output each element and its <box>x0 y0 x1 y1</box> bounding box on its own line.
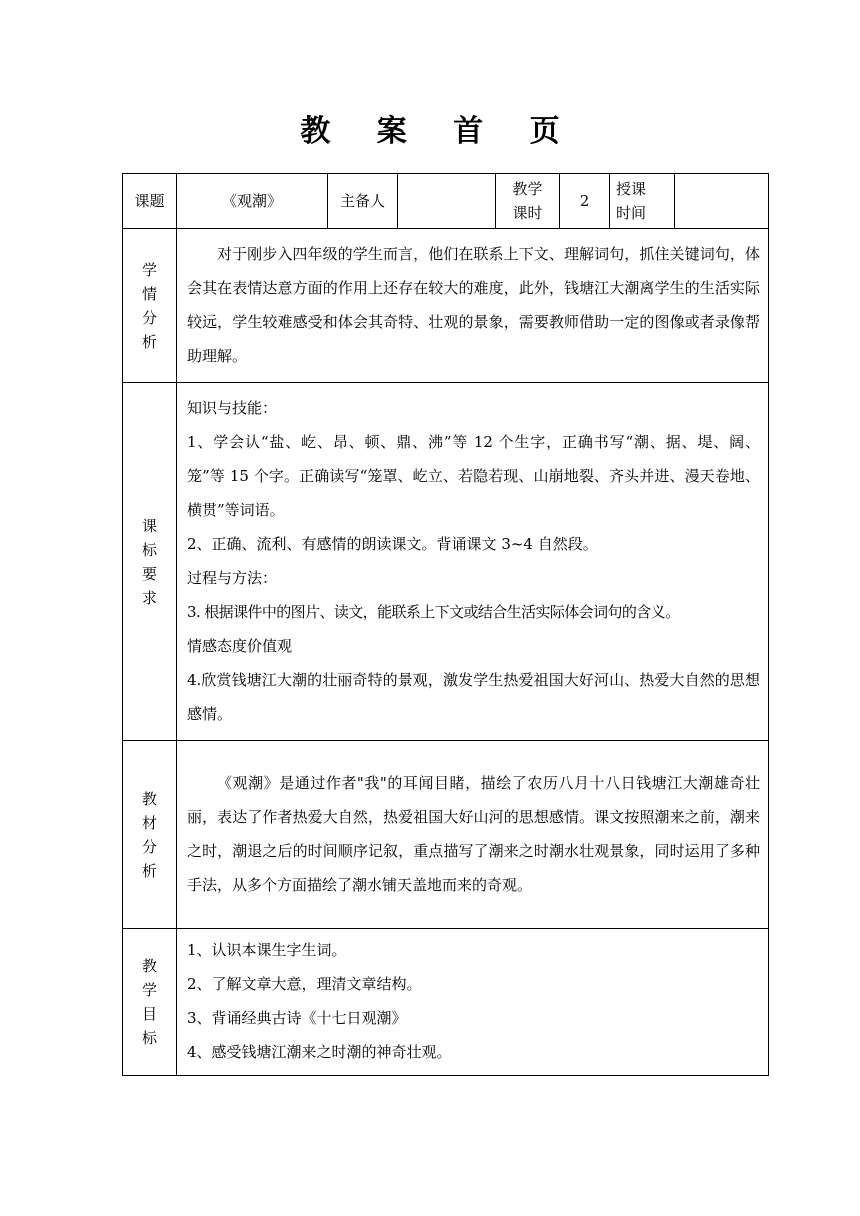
label-char: 学 <box>141 260 157 279</box>
goal-line: 1、认识本课生字生词。 <box>187 941 347 959</box>
label-char: 求 <box>141 588 157 607</box>
label-char: 课 <box>141 516 157 535</box>
standards-line: 2、正确、流利、有感情的朗读课文。背诵课文 3~4 自然段。 <box>187 534 598 553</box>
goals-content <box>177 929 769 1076</box>
preparer-value <box>398 174 496 229</box>
page-title: 教 案 首 页 <box>300 114 578 149</box>
label-char: 目 <box>141 1005 157 1023</box>
standards-line: 4.欣赏钱塘江大潮的壮丽奇特的景观，激发学生热爱祖国大好河山、热爱大自然的思想感情。 <box>187 670 760 723</box>
standards-line: 1、学会认“盐、屹、昂、顿、鼎、沸”等 12 个生字，正确书写“潮、据、堤、阔、笼”等 15 个字。正确读写“笼罩、屹立、若隐若现、山崩地裂、齐头并进、漫天卷地、横贯”等词语。 <box>187 432 760 519</box>
label-char: 材 <box>141 813 157 832</box>
student-analysis-text: 对于刚步入四年级的学生而言，他们在联系上下文、理解词句，抓住关键词句，体会其在表情达意方面的作用上还存在较大的难度，此外，钱塘江大潮离学生的生活实际较远，学生较难感受和体会其奇特、壮观的景象，需要教师借助一定的图像或者录像帮助理解。 <box>187 244 760 365</box>
label-char: 标 <box>141 1029 157 1047</box>
standards-row <box>123 383 769 741</box>
goal-line: 2、了解文章大意，理清文章结构。 <box>187 975 422 993</box>
label-char: 教 <box>141 957 157 975</box>
hours-value: 2 <box>560 174 610 229</box>
topic-value: 《观潮》 <box>177 174 328 229</box>
preparer-label: 主备人 <box>328 174 398 229</box>
label-char: 教 <box>141 789 157 808</box>
hours-label <box>496 174 560 229</box>
time-value <box>675 174 769 229</box>
lesson-plan-table <box>122 173 769 1076</box>
label-char: 标 <box>141 540 157 559</box>
label-char: 情 <box>141 284 157 303</box>
standards-line: 3. 根据课件中的图片、读文，能联系上下文或结合生活实际体会词句的含义。 <box>187 602 680 621</box>
goal-line: 4、感受钱塘江潮来之时潮的神奇壮观。 <box>187 1043 452 1061</box>
topic-label: 课题 <box>123 174 177 229</box>
standards-line: 情感态度价值观 <box>187 636 293 655</box>
material-analysis-row <box>123 741 769 929</box>
label-char: 析 <box>141 332 157 351</box>
header-row <box>123 174 769 229</box>
material-analysis-text: 《观潮》是通过作者"我"的耳闻目睹，描绘了农历八月十八日钱塘江大潮雄奇壮丽，表达了作者热爱大自然，热爱祖国大好山河的思想感情。课文按照潮来之前，潮来之时，潮退之后的时间顺序记叙，重点描写了潮来之时潮水壮观景象，同时运用了多种手法，从多个方面描绘了潮水铺天盖地而来的奇观。 <box>187 773 760 894</box>
label-char: 要 <box>141 564 157 583</box>
standards-line: 过程与方法： <box>187 568 278 587</box>
goals-row <box>123 929 769 1076</box>
standards-line: 知识与技能： <box>187 398 278 417</box>
label-char: 分 <box>141 308 157 327</box>
material-analysis-content <box>177 741 769 929</box>
label-char: 学 <box>141 981 157 999</box>
standards-label <box>123 383 177 741</box>
standards-content <box>177 383 769 741</box>
time-label <box>610 174 675 229</box>
material-analysis-label <box>123 741 177 929</box>
label-char: 分 <box>141 837 157 856</box>
goals-label <box>123 929 177 1076</box>
student-analysis-label <box>123 229 177 383</box>
goal-line: 3、背诵经典古诗《十七日观潮》 <box>187 1009 407 1027</box>
label-char: 析 <box>141 861 157 880</box>
student-analysis-content <box>177 229 769 383</box>
student-analysis-row <box>123 229 769 383</box>
time-label-line2: 时间 <box>616 204 647 222</box>
hours-label-line2: 课时 <box>512 204 543 222</box>
hours-label-line1: 教学 <box>512 180 543 198</box>
time-label-line1: 授课 <box>616 180 647 198</box>
